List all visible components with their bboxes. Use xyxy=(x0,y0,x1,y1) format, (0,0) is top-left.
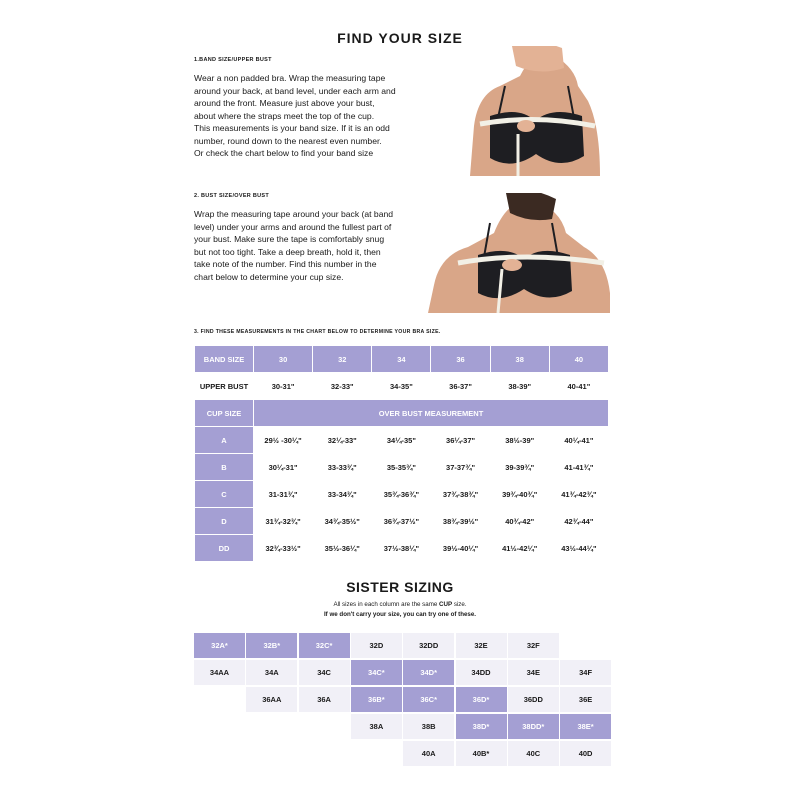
band-size-cell: 32 xyxy=(313,346,371,372)
over-bust-cell: 32¼-33" xyxy=(313,427,371,453)
sister-size-cell: 38E* xyxy=(560,714,611,739)
sister-size-cell: 40C xyxy=(508,741,559,766)
over-bust-cell: 32¾-33½" xyxy=(254,535,312,561)
step2-line: but not too tight. Take a deep breath, hold it, then xyxy=(194,246,381,257)
cup-row xyxy=(195,535,608,561)
step1-line: around the front. Measure just above your bust, xyxy=(194,98,375,108)
band-size-cell: 34 xyxy=(372,346,430,372)
over-bust-cell: 41½-42¼" xyxy=(491,535,549,561)
step2-line: take note of the number. Find this number in the xyxy=(194,259,377,269)
sister-size-cell: 32F xyxy=(508,633,559,658)
over-bust-cell: 39½-40¼" xyxy=(431,535,489,561)
sister-size-cell: 38B xyxy=(403,714,454,739)
over-bust-cell: 34¼-35" xyxy=(372,427,430,453)
over-bust-cell: 41-41¾" xyxy=(550,454,608,480)
step1-body xyxy=(194,72,414,160)
over-bust-cell: 38¾-39½" xyxy=(431,508,489,534)
over-bust-cell: 43½-44¼" xyxy=(550,535,608,561)
over-bust-cell: 38½-39" xyxy=(491,427,549,453)
upper-bust-cell: 34-35" xyxy=(372,373,430,399)
step2-line: your bust. Make sure the tape is comfortably snug xyxy=(194,234,385,244)
step1-line: around your back, at band level, under each arm and xyxy=(194,85,396,96)
band-measure-photo xyxy=(460,46,610,176)
sister-size-cell: 32A* xyxy=(194,633,245,658)
sister-size-cell: 34E xyxy=(508,660,559,685)
over-bust-cell: 34¾-35½" xyxy=(313,508,371,534)
over-bust-cell: 41¾-42¾" xyxy=(550,481,608,507)
upper-bust-cell: 30-31" xyxy=(254,373,312,399)
step2-line: Wrap the measuring tape around your back (at band xyxy=(194,209,394,219)
cup-label: DD xyxy=(195,535,253,561)
over-bust-cell: 40¼-41" xyxy=(550,427,608,453)
cup-label: D xyxy=(195,508,253,534)
sister-size-cell: 40B* xyxy=(456,741,507,766)
step1-line: number, round down to the nearest even number. xyxy=(194,135,382,146)
step2-line: level) under your arms and around the fullest part of xyxy=(194,221,392,232)
sister-size-grid xyxy=(194,633,610,773)
band-size-cell: 38 xyxy=(491,346,549,372)
step1-line: Wear a non padded bra. Wrap the measuring tape xyxy=(194,73,386,83)
sister-size-cell: 38D* xyxy=(456,714,507,739)
over-bust-cell: 30¼-31" xyxy=(254,454,312,480)
sister-note-line-2: If we don't carry your size, you can try one of these. xyxy=(323,611,477,618)
cup-row xyxy=(195,508,608,534)
over-bust-cell: 31¾-32¾" xyxy=(254,508,312,534)
over-bust-cell: 33-34¾" xyxy=(313,481,371,507)
upper-bust-cell: 38-39" xyxy=(491,373,549,399)
step1-line: This measurements is your band size. If it is an odd xyxy=(194,123,390,133)
over-bust-cell: 40¾-42" xyxy=(491,508,549,534)
bust-measure-photo xyxy=(428,193,610,313)
over-bust-cell: 35¾-36¾" xyxy=(372,481,430,507)
over-bust-cell: 36¼-37" xyxy=(431,427,489,453)
sister-size-cell: 38DD* xyxy=(508,714,559,739)
over-bust-label: OVER BUST MEASUREMENT xyxy=(254,400,608,426)
size-chart-table xyxy=(194,345,609,562)
step1-line: Or check the chart below to find your band size xyxy=(194,148,374,158)
sister-note-text: size. xyxy=(452,601,467,608)
over-bust-cell: 37½-38¼" xyxy=(372,535,430,561)
sister-size-cell: 34DD xyxy=(456,660,507,685)
cup-header-row xyxy=(195,400,608,426)
sister-size-cell: 38A xyxy=(351,714,402,739)
band-size-label: BAND SIZE xyxy=(195,346,253,372)
step1-heading: 1.BAND SIZE/UPPER BUST xyxy=(194,57,272,63)
over-bust-cell: 33-33¾" xyxy=(313,454,371,480)
sister-size-cell: 36C* xyxy=(403,687,454,712)
sister-size-cell: 34AA xyxy=(194,660,245,685)
sister-size-cell: 36AA xyxy=(246,687,297,712)
sister-size-cell: 32C* xyxy=(299,633,350,658)
band-size-row xyxy=(195,346,608,372)
sister-note-line-1 xyxy=(0,601,800,608)
step2-body xyxy=(194,208,414,283)
cup-row xyxy=(195,454,608,480)
sister-size-cell: 32B* xyxy=(246,633,297,658)
sister-size-cell: 32D xyxy=(351,633,402,658)
sister-note-text: All sizes in each column are the same xyxy=(333,601,440,608)
cup-label: A xyxy=(195,427,253,453)
upper-bust-cell: 40-41" xyxy=(550,373,608,399)
sister-size-cell: 36E xyxy=(560,687,611,712)
cup-label: C xyxy=(195,481,253,507)
over-bust-cell: 39¾-40¾" xyxy=(491,481,549,507)
cup-label: B xyxy=(195,454,253,480)
over-bust-cell: 31-31¾" xyxy=(254,481,312,507)
sister-size-cell: 34A xyxy=(246,660,297,685)
upper-bust-cell: 32-33" xyxy=(313,373,371,399)
band-size-cell: 40 xyxy=(550,346,608,372)
sister-size-cell: 32E xyxy=(456,633,507,658)
page-title: FIND YOUR SIZE xyxy=(337,30,463,46)
over-bust-cell: 39-39¾" xyxy=(491,454,549,480)
over-bust-cell: 37-37¾" xyxy=(431,454,489,480)
over-bust-cell: 29½ -30¼" xyxy=(254,427,312,453)
sister-note-emphasis: CUP xyxy=(439,601,453,608)
step3-heading: 3. FIND THESE MEASUREMENTS IN THE CHART BELOW TO DETERMINE YOUR BRA SIZE. xyxy=(194,329,441,335)
cup-row xyxy=(195,481,608,507)
over-bust-cell: 37¾-38¾" xyxy=(431,481,489,507)
cup-size-label: CUP SIZE xyxy=(195,400,253,426)
upper-bust-row xyxy=(195,373,608,399)
sister-sizing-title: SISTER SIZING xyxy=(346,579,454,595)
sister-size-cell: 32DD xyxy=(403,633,454,658)
sister-size-cell: 36DD xyxy=(508,687,559,712)
band-size-cell: 30 xyxy=(254,346,312,372)
upper-bust-cell: 36-37" xyxy=(431,373,489,399)
step2-heading: 2. BUST SIZE/OVER BUST xyxy=(194,193,270,199)
sister-size-cell: 40D xyxy=(560,741,611,766)
sister-size-cell: 36B* xyxy=(351,687,402,712)
sister-size-cell: 34C* xyxy=(351,660,402,685)
step2-line: chart below to determine your cup size. xyxy=(194,271,344,282)
over-bust-cell: 35-35¾" xyxy=(372,454,430,480)
band-size-cell: 36 xyxy=(431,346,489,372)
sister-size-cell: 40A xyxy=(403,741,454,766)
step1-line: about where the straps meet the top of the cup. xyxy=(194,110,375,121)
sister-size-cell: 34F xyxy=(560,660,611,685)
over-bust-cell: 35½-36¼" xyxy=(313,535,371,561)
sister-size-cell: 36D* xyxy=(456,687,507,712)
upper-bust-label: UPPER BUST xyxy=(195,373,253,399)
cup-row xyxy=(195,427,608,453)
over-bust-cell: 42¾-44" xyxy=(550,508,608,534)
sister-size-cell: 34D* xyxy=(403,660,454,685)
over-bust-cell: 36¾-37½" xyxy=(372,508,430,534)
sister-size-cell: 34C xyxy=(299,660,350,685)
sister-size-cell: 36A xyxy=(299,687,350,712)
